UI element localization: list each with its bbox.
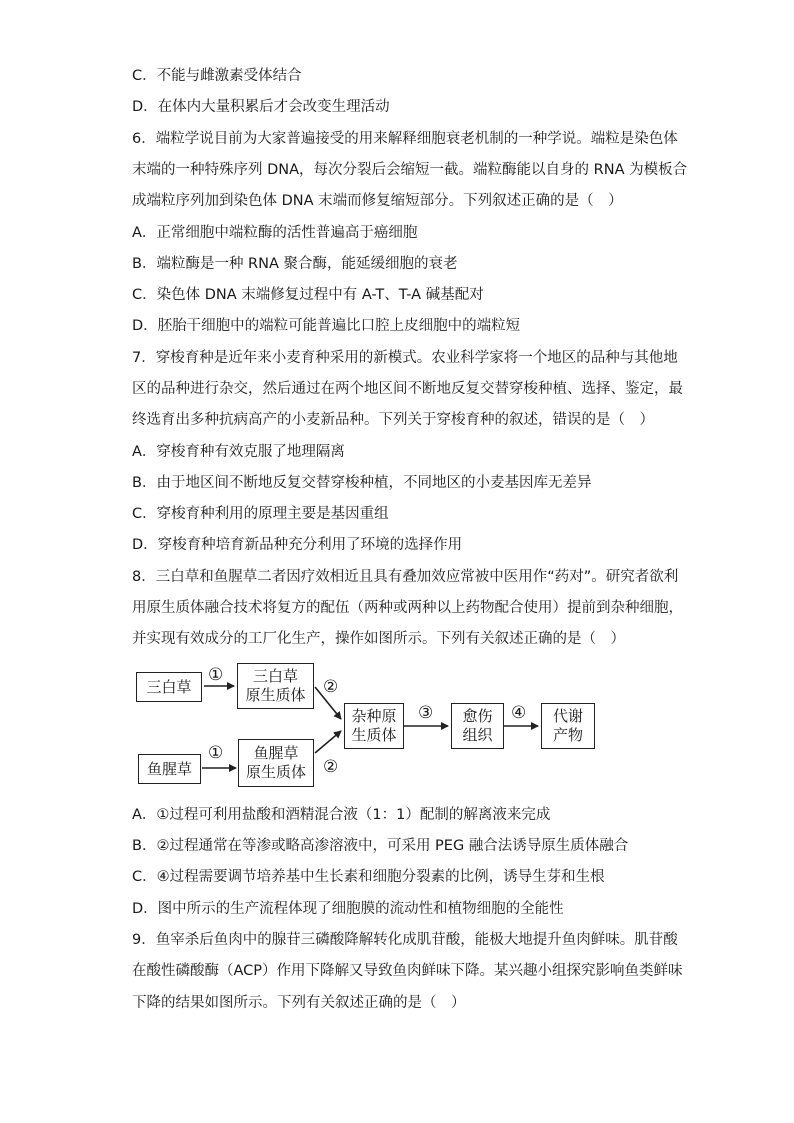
question-8-stem-line3: 并实现有效成分的工厂化生产，操作如图所示。下列有关叙述正确的是（ ）	[132, 631, 625, 647]
question-9-stem-line1: 9．鱼宰杀后鱼肉中的腺苷三磷酸降解转化成肌苷酸，能极大地提升鱼肉鲜味。肌苷酸	[132, 932, 678, 948]
box-yuxingcao-label: 鱼腥草	[146, 759, 192, 778]
step1-bottom-marker: ①	[208, 743, 224, 763]
step3-marker: ③	[418, 703, 434, 723]
box-metabolite-line1: 代谢	[552, 707, 583, 725]
question-8-stem-line2: 用原生质体融合技术将复方的配伍（两种或两种以上药物配合使用）提前到杂种细胞，	[132, 600, 683, 616]
question-7-stem-line1: 7．穿梭育种是近年来小麦育种采用的新模式。农业科学家将一个地区的品种与其他地	[132, 350, 678, 366]
box-hybrid-protoplast-line1: 杂种原	[351, 707, 397, 725]
step1-top-marker: ①	[208, 665, 224, 685]
box-callus	[451, 703, 504, 749]
question-6-stem-line2: 末端的一种特殊序列 DNA，每次分裂后会缩短一截。端粒酶能以自身的 RNA 为模板合	[132, 162, 688, 178]
box-sanbaicao-protoplast	[237, 663, 314, 709]
question-9-stem-line3: 下降的结果如图所示。下列有关叙述正确的是（ ）	[132, 995, 466, 1011]
box-yuxingcao-protoplast	[238, 739, 314, 787]
option-d-q8: D．图中所示的生产流程体现了细胞膜的流动性和植物细胞的全能性	[132, 901, 564, 917]
option-c-q8: C．④过程需要调节培养基中生长素和细胞分裂素的比例，诱导生芽和生根	[132, 869, 605, 885]
option-d-q5: D．在体内大量积累后才会改变生理活动	[132, 99, 390, 115]
option-c-q6: C．染色体 DNA 末端修复过程中有 A-T、T-A 碱基配对	[132, 287, 484, 303]
arrow-step2-bottom	[315, 731, 341, 753]
box-callus-line1: 愈伤	[462, 707, 493, 725]
protoplast-fusion-diagram	[130, 655, 600, 790]
question-7-stem-line3: 终选育出多种抗病高产的小麦新品种。下列关于穿梭育种的叙述，错误的是（ ）	[132, 412, 654, 428]
option-c-q5: C．不能与雌激素受体结合	[132, 68, 302, 84]
box-sanbaicao-label: 三白草	[146, 677, 192, 696]
box-callus-line2: 组织	[462, 726, 493, 744]
box-sanbaicao-protoplast-line1: 三白草	[252, 667, 298, 685]
step2-bottom-marker: ②	[323, 757, 339, 777]
box-metabolite-line2: 产物	[552, 726, 583, 744]
box-hybrid-protoplast-line2: 生质体	[351, 726, 397, 744]
option-b-q7: B．由于地区间不断地反复交替穿梭种植，不同地区的小麦基因库无差异	[132, 475, 592, 491]
question-7-stem-line2: 区的品种进行杂交，然后通过在两个地区间不断地反复交替穿梭种植、选择、鉴定，最	[132, 381, 683, 397]
option-a-q6: A．正常细胞中端粒酶的活性普遍高于癌细胞	[132, 225, 418, 241]
option-b-q8: B．②过程通常在等渗或略高渗溶液中，可采用 PEG 融合法诱导原生质体融合	[132, 838, 629, 854]
option-a-q7: A．穿梭育种有效克服了地理隔离	[132, 444, 345, 460]
box-hybrid-protoplast	[344, 703, 404, 749]
option-d-q6: D．胚胎干细胞中的端粒可能普遍比口腔上皮细胞中的端粒短	[132, 318, 521, 334]
question-6-stem-line1: 6．端粒学说目前为大家普遍接受的用来解释细胞衰老机制的一种学说。端粒是染色体	[132, 131, 678, 147]
question-6-stem-line3: 成端粒序列加到染色体 DNA 末端而修复缩短部分。下列叙述正确的是（ ）	[132, 193, 623, 209]
step4-marker: ④	[511, 703, 527, 723]
question-9-stem-line2: 在酸性磷酸酶（ACP）作用下降解又导致鱼肉鲜味下降。某兴趣小组探究影响鱼类鲜味	[132, 963, 683, 979]
option-d-q7: D．穿梭育种培育新品种充分利用了环境的选择作用	[132, 537, 463, 553]
box-yuxingcao-protoplast-line1: 鱼腥草	[253, 744, 299, 762]
question-8-stem-line1: 8．三白草和鱼腥草二者因疗效相近且具有叠加效应常被中医用作“药对”。研究者欲利	[132, 569, 679, 585]
box-sanbaicao-protoplast-line2: 原生质体	[245, 686, 306, 704]
box-metabolite	[541, 703, 595, 749]
option-a-q8: A．①过程可利用盐酸和酒精混合液（1：1）配制的解离液来完成	[132, 807, 551, 823]
option-c-q7: C．穿梭育种利用的原理主要是基因重组	[132, 506, 389, 522]
box-sanbaicao	[136, 672, 202, 702]
box-yuxingcao	[138, 754, 201, 784]
box-yuxingcao-protoplast-line2: 原生质体	[245, 763, 306, 781]
step2-top-marker: ②	[323, 677, 339, 697]
option-b-q6: B．端粒酶是一种 RNA 聚合酶，能延缓细胞的衰老	[132, 256, 458, 272]
